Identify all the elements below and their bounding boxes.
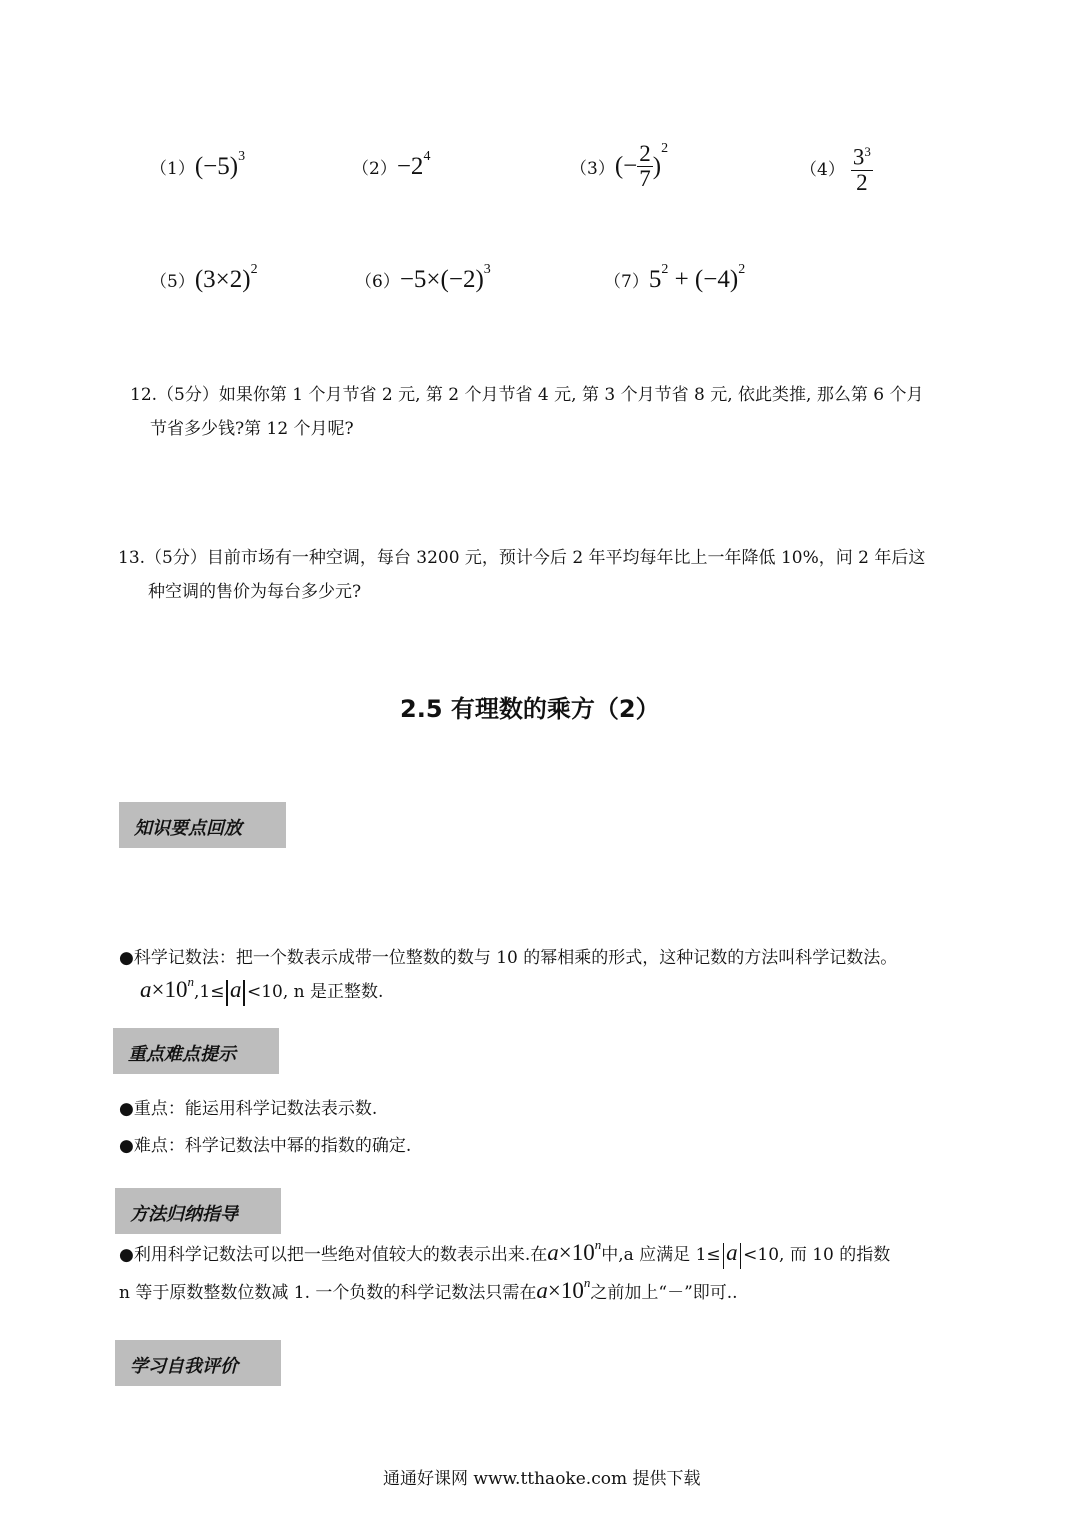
inequality-text: <10, n 是正整数.	[246, 982, 384, 1002]
exercise-2	[352, 149, 431, 181]
exercise-number: （4）	[800, 159, 845, 180]
exponent: 3	[238, 149, 246, 164]
math-variable: a	[229, 977, 242, 1002]
exercise-number: （2）	[352, 159, 397, 179]
abs-bar	[243, 980, 245, 1006]
exercise-6	[355, 262, 491, 294]
exercise-5	[150, 262, 258, 294]
exercise-number: （5）	[150, 272, 195, 292]
abs-bar	[723, 1243, 725, 1269]
math-expression	[396, 149, 431, 180]
section-header-self-evaluation	[115, 1340, 281, 1386]
times-ten: ×10	[558, 1240, 595, 1265]
math-variable: a	[140, 977, 152, 1002]
method-text: <10, 而 10 的指数	[743, 1245, 891, 1265]
exercise-7	[604, 262, 746, 294]
question-12-line2: 节省多少钱?第 12 个月呢?	[150, 419, 354, 439]
math-variable: a	[726, 1240, 738, 1265]
exponent: n	[594, 1237, 602, 1252]
section-header-label: 知识要点回放	[134, 818, 242, 839]
method-text: ●利用科学记数法可以把一些绝对值较大的数表示出来.在	[119, 1245, 548, 1265]
exponent: n	[187, 974, 194, 989]
section-header-label: 学习自我评价	[130, 1356, 238, 1377]
exercise-number: （6）	[355, 272, 400, 292]
close-paren: )	[652, 152, 662, 180]
exponent: 2	[250, 262, 258, 277]
math-variable: a	[547, 1240, 559, 1265]
term: 5	[648, 266, 662, 293]
denominator: 7	[639, 166, 651, 191]
abs-bar	[226, 980, 228, 1006]
section-header-label: 方法归纳指导	[130, 1204, 238, 1225]
exercise-1	[150, 149, 246, 181]
exercise-number: （7）	[604, 272, 649, 292]
method-text: 中,a 应满足 1≤	[601, 1245, 721, 1265]
question-13-line2: 种空调的售价为每台多少元?	[148, 582, 362, 602]
inequality-text: ,1≤	[193, 982, 225, 1002]
math-expression	[648, 262, 746, 293]
section-header-method	[115, 1188, 281, 1234]
method-text: n 等于原数整数位数减 1. 一个负数的科学记数法只需在	[119, 1283, 537, 1303]
exponent: 3	[864, 144, 871, 159]
base: −2	[396, 153, 424, 180]
math-expression	[399, 262, 491, 293]
exponent: 2	[661, 262, 669, 277]
section-header-knowledge	[119, 802, 286, 848]
math-power	[558, 1237, 602, 1265]
math-expression	[194, 262, 258, 293]
difficulty-point: ●难点：科学记数法中幂的指数的确定.	[119, 1136, 412, 1156]
numerator: 2	[639, 141, 651, 166]
times-ten: ×10	[547, 1278, 584, 1303]
section-title: 2.5 有理数的乘方（2）	[400, 695, 660, 723]
math-variable: a	[536, 1278, 548, 1303]
times-ten: ×10	[151, 977, 188, 1002]
question-12-line1: 12.（5分）如果你第 1 个月节省 2 元, 第 2 个月节省 4 元, 第 3 个月节省 8 元, 依此类推, 那么第 6 个月	[130, 385, 924, 405]
method-text: 之前加上“－”即可..	[590, 1283, 738, 1303]
section-header-key-points	[113, 1028, 279, 1074]
math-expression	[194, 149, 246, 180]
scientific-notation-formula	[140, 974, 384, 1006]
abs-bar	[740, 1243, 742, 1269]
exercise-3	[570, 142, 668, 191]
math-power	[151, 974, 194, 1002]
exercise-4	[800, 140, 873, 195]
exercise-number: （3）	[570, 159, 615, 179]
fraction	[851, 140, 873, 195]
method-line1	[119, 1237, 891, 1269]
fraction	[637, 142, 653, 191]
exponent: n	[583, 1275, 591, 1290]
exponent: 2	[738, 262, 746, 277]
denominator: 2	[851, 170, 873, 195]
term: + (−4)	[668, 266, 739, 293]
math-power	[547, 1275, 591, 1303]
method-line2	[119, 1275, 738, 1304]
base: −5×(−2)	[399, 266, 484, 293]
section-header-label: 重点难点提示	[128, 1044, 236, 1065]
numerator: 3	[852, 144, 865, 170]
knowledge-text: ●科学记数法：把一个数表示成带一位整数的数与 10 的幂相乘的形式，这种记数的方法叫科学记数法。	[119, 948, 898, 968]
base: (3×2)	[194, 266, 251, 293]
exercise-number: （1）	[150, 159, 195, 179]
key-point: ●重点：能运用科学记数法表示数.	[119, 1099, 378, 1119]
exponent: 3	[483, 262, 491, 277]
open-paren: (−	[614, 152, 638, 180]
exponent: 2	[661, 140, 669, 156]
footer-text: 通通好课网 www.tthaoke.com 提供下载	[383, 1469, 701, 1489]
base: (−5)	[194, 153, 239, 180]
question-13-line1: 13.（5分）目前市场有一种空调，每台 3200 元，预计今后 2 年平均每年比上一年降低 10%，问 2 年后这	[118, 548, 926, 568]
exponent: 4	[423, 149, 431, 164]
